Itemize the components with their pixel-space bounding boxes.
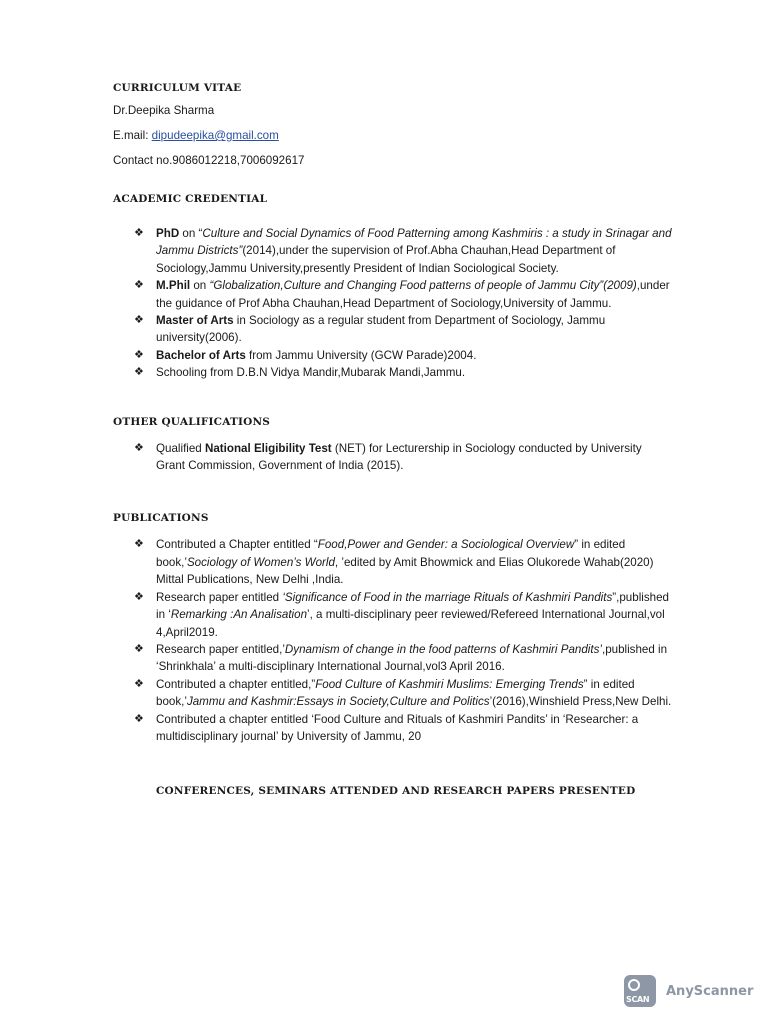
cv-page (113, 78, 673, 797)
text: (2014),under the supervision of Prof.Abha Chauhan,Head Department of Sociology,Jammu University,presently President of Indian Sociological Society. (156, 244, 616, 275)
text: (NET) for Lecturership in Sociology conducted by University Grant Commission, Government of India (2015). (156, 441, 642, 473)
list-item (113, 277, 673, 312)
list-item (113, 364, 673, 381)
paper-title: ‘Significance of Food in the marriage Rituals of Kashmiri Pandits (282, 590, 613, 604)
bullet-icon: ❖ (134, 279, 144, 292)
text: on (190, 279, 210, 293)
paper-title: Dynamism of change in the food patterns of Kashmiri Pandits’ (284, 642, 602, 656)
text: ,under the guidance of Prof Abha Chauhan,Head Department of Sociology,University of Jammu. (156, 279, 670, 310)
text: ” in edited book,’ (156, 677, 635, 709)
academic-list (113, 225, 673, 382)
list-item (113, 347, 673, 364)
text: ” in edited book,’ (156, 538, 626, 569)
book-title: Sociology of Women’s World (186, 555, 335, 569)
degree-label: Bachelor of Arts (156, 348, 246, 362)
list-item (113, 312, 673, 347)
thesis-title: “Globalization,Culture and Changing Food patterns of people of Jammu City”(2009) (209, 279, 637, 293)
other-list (113, 440, 673, 475)
text: ”,published in ‘ (156, 590, 669, 622)
text: ’(2016),Winshield Press,New Delhi. (489, 695, 672, 709)
list-item (113, 225, 673, 277)
degree-label: M.Phil (156, 279, 191, 293)
degree-label: Master of Arts (156, 314, 234, 328)
text: Research paper entitled (156, 590, 283, 604)
email-label: E.mail: (113, 129, 152, 142)
text: ’, a multi-disciplinary peer reviewed/Refereed International Journal,vol 4,April2019. (156, 608, 665, 639)
logo-text: SCAN (626, 995, 650, 1004)
bullet-icon: ❖ (134, 677, 144, 690)
text: Schooling from D.B.N Vidya Mandir,Mubarak Mandi,Jammu. (156, 366, 466, 380)
scanner-name: AnyScanner (666, 983, 754, 999)
chapter-title: Food,Power and Gender: a Sociological Overview (317, 538, 575, 552)
bullet-icon: ❖ (134, 366, 144, 379)
text: from Jammu University (GCW Parade)2004. (245, 348, 477, 362)
bullet-icon: ❖ (134, 538, 144, 551)
cv-title: CURRICULUM VITAE (113, 82, 242, 94)
exam-label: National Eligibility Test (204, 441, 332, 455)
text: , ’edited by Amit Bhowmick and Elias Olukorede Wahab(2020) Mittal Publications, New Delhi ,India. (156, 555, 654, 587)
text: Contributed a chapter entitled ‘Food Culture and Rituals of Kashmiri Pandits’ in ‘Researcher: a multidisciplinary journal’ by University of Jammu, 20 (156, 712, 639, 743)
bullet-icon: ❖ (134, 441, 144, 454)
text: Contributed a chapter entitled,” (156, 677, 316, 691)
list-item (113, 536, 673, 588)
text: on “ (179, 227, 203, 240)
chapter-title: Food Culture of Kashmiri Muslims: Emerging Trends (315, 677, 584, 691)
list-item (113, 440, 673, 475)
thesis-title: Culture and Social Dynamics of Food Patterning among Kashmiris : a study in Srinagar and Jammu Districts” (156, 227, 672, 258)
bullet-icon: ❖ (134, 348, 144, 361)
bullet-icon: ❖ (134, 590, 144, 603)
academic-heading: ACADEMIC CREDENTIAL (113, 193, 268, 205)
email-line (113, 127, 673, 144)
conferences-heading: CONFERENCES, SEMINARS ATTENDED AND RESEARCH PAPERS PRESENTED (156, 785, 636, 798)
bullet-icon: ❖ (134, 642, 144, 655)
list-item (113, 711, 673, 746)
email-link[interactable]: dipudeepika@gmail.com (151, 129, 279, 142)
scanner-logo-icon (624, 975, 656, 1007)
text: Contributed a Chapter entitled “ (156, 538, 318, 552)
bullet-icon: ❖ (134, 227, 144, 239)
other-qualifications-heading: OTHER QUALIFICATIONS (113, 415, 271, 428)
list-item (113, 641, 673, 676)
list-item (113, 676, 673, 711)
text: in Sociology as a regular student from Department of Sociology, Jammu university(2006). (156, 314, 606, 345)
book-title: Jammu and Kashmir:Essays in Society,Culture and Politics (186, 695, 490, 709)
text: Research paper entitled,’ (156, 642, 285, 656)
contact-line: Contact no.9086012218,7006092617 (113, 154, 305, 167)
anyscanner-watermark (624, 975, 753, 1007)
publications-list (113, 536, 673, 745)
degree-label: PhD (156, 227, 180, 240)
list-item (113, 589, 673, 641)
text: Qualified (156, 441, 205, 455)
text: ,published in ‘Shrinkhala’ a multi-disciplinary International Journal,vol3 April 2016. (156, 642, 668, 674)
bullet-icon: ❖ (134, 712, 144, 725)
publications-heading: PUBLICATIONS (113, 512, 209, 525)
journal-title: Remarking :An Analisation (170, 608, 308, 622)
bullet-icon: ❖ (134, 314, 144, 327)
candidate-name: Dr.Deepika Sharma (113, 104, 215, 117)
